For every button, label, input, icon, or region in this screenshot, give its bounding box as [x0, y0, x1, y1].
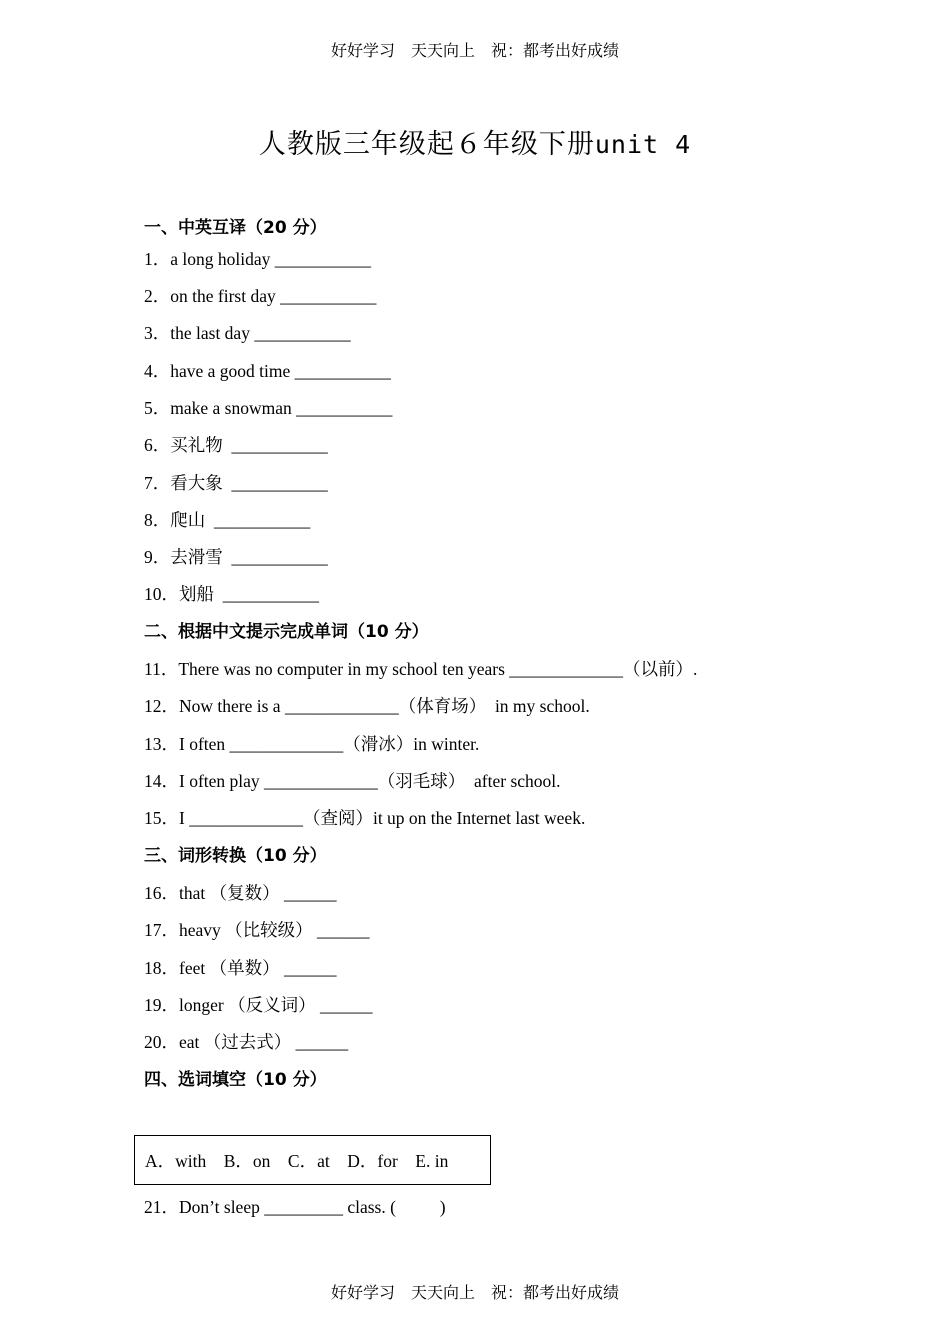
question-2: 2．on the first day ___________ — [144, 286, 377, 306]
question-20: 20．eat （过去式） ______ — [144, 1032, 349, 1052]
question-9: 9．去滑雪 ___________ — [144, 547, 328, 567]
question-5: 5．make a snowman ___________ — [144, 398, 393, 418]
question-19: 19．longer （反义词） ______ — [144, 995, 373, 1015]
question-21: 21．Don’t sleep _________ class. ( ) — [144, 1197, 446, 1217]
question-14: 14．I often play _____________（羽毛球） after school. — [144, 771, 561, 791]
question-11: 11．There was no computer in my school ten years _____________（以前）. — [144, 659, 698, 679]
question-7: 7．看大象 ___________ — [144, 473, 328, 493]
question-16: 16．that （复数） ______ — [144, 883, 337, 903]
section-heading-1: 一、中英互译（20 分） — [144, 218, 327, 238]
question-18: 18．feet （单数） ______ — [144, 958, 337, 978]
question-13: 13．I often _____________（滑冰）in winter. — [144, 734, 480, 754]
title-english: unit 4 — [594, 130, 692, 159]
question-17: 17．heavy （比较级） ______ — [144, 920, 370, 940]
title-chinese: 人教版三年级起６年级下册 — [258, 129, 595, 159]
section-heading-2: 二、根据中文提示完成单词（10 分） — [144, 622, 429, 642]
word-options-box — [134, 1135, 491, 1185]
question-15: 15．I _____________（查阅）it up on the Internet last week. — [144, 808, 586, 828]
question-6: 6．买礼物 ___________ — [144, 435, 328, 455]
word-options: A．with B．on C．at D．for E. in — [145, 1151, 449, 1171]
question-10: 10．划船 ___________ — [144, 584, 319, 604]
page-footer: 好好学习 天天向上 祝：都考出好成绩 — [330, 1285, 619, 1302]
question-12: 12．Now there is a _____________（体育场） in my school. — [144, 696, 590, 716]
question-3: 3．the last day ___________ — [144, 323, 351, 343]
section-heading-3: 三、词形转换（10 分） — [144, 846, 327, 866]
question-4: 4．have a good time ___________ — [144, 361, 391, 381]
section-heading-4: 四、选词填空（10 分） — [144, 1070, 327, 1090]
page-header: 好好学习 天天向上 祝：都考出好成绩 — [330, 43, 619, 60]
document-title — [0, 122, 950, 161]
question-1: 1．a long holiday ___________ — [144, 249, 371, 269]
question-8: 8．爬山 ___________ — [144, 510, 311, 530]
